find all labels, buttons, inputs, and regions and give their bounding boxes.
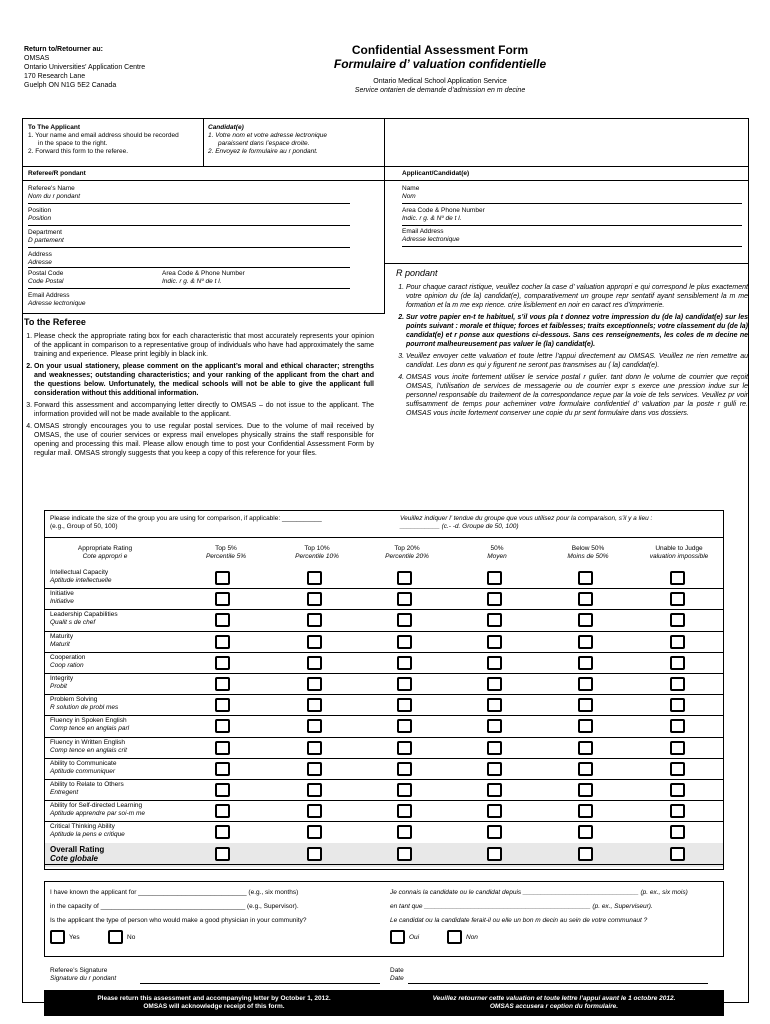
rating-checkbox[interactable] [487, 804, 502, 818]
rating-checkbox[interactable] [215, 677, 230, 691]
row-divider [44, 631, 724, 632]
rating-checkbox[interactable] [670, 762, 685, 776]
applicant-email-label: Email Address Adresse lectronique [402, 228, 460, 243]
referee-address-label: Address Adresse [28, 251, 52, 266]
row-divider [44, 609, 724, 610]
row-divider [44, 779, 724, 780]
rating-checkbox[interactable] [215, 592, 230, 606]
rating-checkbox[interactable] [397, 613, 412, 627]
rating-checkbox[interactable] [578, 847, 593, 861]
rating-checkbox[interactable] [578, 783, 593, 797]
rating-checkbox[interactable] [397, 656, 412, 670]
non-label: Non [466, 934, 478, 941]
rating-row-label: Integrity Probit [50, 675, 74, 690]
referee-name-field[interactable] [28, 203, 350, 204]
rating-checkbox[interactable] [578, 656, 593, 670]
rating-checkbox[interactable] [215, 571, 230, 585]
candidat-heading: Candidat(e) [208, 124, 244, 131]
rating-checkbox[interactable] [397, 825, 412, 839]
capacity-fr: en tant que ______________________________________________ (p. ex., Superviseur). [390, 903, 653, 910]
to-referee-heading: To the Referee [24, 317, 86, 327]
non-checkbox[interactable] [447, 930, 462, 944]
rating-checkbox[interactable] [397, 804, 412, 818]
row-divider [44, 715, 724, 716]
applicant-phone-label: Area Code & Phone Number Indic. r g. & Nº de t l. [402, 207, 485, 222]
rating-checkbox[interactable] [397, 635, 412, 649]
divider [384, 180, 749, 181]
to-referee-section [24, 317, 374, 461]
rating-checkbox[interactable] [670, 613, 685, 627]
service-fr: Service ontarien de demande d’admission en m decine [354, 87, 526, 94]
rating-checkbox[interactable] [397, 571, 412, 585]
rating-row-label: Fluency in Spoken English Comp tence en anglais parl [50, 717, 130, 733]
rating-checkbox[interactable] [578, 804, 593, 818]
col-header-top20: Top 20% Percentile 20% [385, 545, 429, 560]
footer-en: Please return this assessment and accompanying letter by October 1, 2012. OMSAS will acknowledge receipt of this form. [97, 995, 331, 1010]
rating-checkbox[interactable] [670, 677, 685, 691]
oui-label: Oui [409, 934, 420, 941]
col-header-below50: Below 50% Moins de 50% [567, 545, 609, 560]
rating-checkbox[interactable] [487, 656, 502, 670]
row-divider [44, 864, 724, 865]
col-header-unable: Unable to Judge valuation impossible [649, 545, 709, 560]
instruction-text: in the space to the right. [38, 140, 108, 147]
divider [22, 180, 384, 181]
rating-checkbox[interactable] [397, 847, 412, 861]
rating-row-label: Leadership Capabilities Qualit s de chef [50, 611, 118, 627]
applicant-heading: Applicant/Candidat(e) [402, 170, 470, 177]
rating-checkbox[interactable] [487, 613, 502, 627]
date-label: Date Date [390, 967, 404, 982]
rating-checkbox[interactable] [670, 804, 685, 818]
rating-checkbox[interactable] [487, 592, 502, 606]
divider [44, 537, 724, 538]
referee-department-field[interactable] [28, 247, 350, 248]
repondant-instruction: 1. Pour chaque caract ristique, veuillez cocher la case d’ valuation appropri e qui correspond le plus exactement votre opinion du (de la) candidat(e), comparativement un groupe repr sentatif ayant sensiblement la m me formation et la m me exp rience. crire lisiblement en noir en caract res d’imprimerie. [406, 283, 748, 310]
rating-checkbox[interactable] [307, 825, 322, 839]
repondant-section [396, 268, 748, 421]
rating-checkbox[interactable] [215, 635, 230, 649]
applicant-instructions [28, 124, 208, 156]
rating-checkbox[interactable] [307, 847, 322, 861]
rating-checkbox[interactable] [215, 847, 230, 861]
rating-checkbox[interactable] [487, 571, 502, 585]
referee-heading: Referee/R pondant [28, 170, 86, 177]
rating-checkbox[interactable] [670, 847, 685, 861]
rating-table [44, 510, 724, 870]
row-divider [44, 737, 724, 738]
known-fr: Je connais la candidate ou le candidat depuis ________________________________ (p. ex., six mois) [390, 889, 688, 896]
row-divider [44, 694, 724, 695]
rating-checkbox[interactable] [670, 741, 685, 755]
yes-label: Yes [69, 934, 80, 941]
rating-checkbox[interactable] [215, 804, 230, 818]
rating-checkbox[interactable] [578, 698, 593, 712]
repondant-instruction: 4. OMSAS vous incite fortement utiliser le service postal r gulier. tant donn le volume de courrier que reçoit OMSAS, l’utilisation de services de messagerie ou de courrier expr s exerce une pression indue sur le personnel responsable du traitement de la correspondance reçue par la voie de tels services. Veuillez pr voir suffisamment de temps pour acheminer votre formulaire confidentiel d’ valuation par la poste r gulli re. OMSAS vous incite fortement conserver une copie du pr sent formulaire dans vos dossiers. [406, 373, 748, 418]
rating-checkbox[interactable] [578, 677, 593, 691]
rating-checkbox[interactable] [307, 656, 322, 670]
footer-bar [44, 990, 724, 1016]
instruction-text: 2. Envoyez le formulaire au r pondant. [208, 148, 318, 155]
rating-checkbox[interactable] [487, 677, 502, 691]
rating-checkbox[interactable] [578, 762, 593, 776]
rating-checkbox[interactable] [307, 698, 322, 712]
repondant-heading: R pondant [396, 268, 438, 278]
yes-checkbox[interactable] [50, 930, 65, 944]
referee-instruction: 2. On your usual stationery, please comment on the applicant’s moral and ethical character; strengths and weaknesses; outstanding characteristics; and your ranking of the applicant from the chart and the questions below. Unfortunately, the medical schools will not be able to give the applicant full consideration without this additional information. [34, 362, 374, 398]
rating-checkbox[interactable] [487, 741, 502, 755]
rating-row-label: Overall Rating Cote globale [50, 844, 105, 863]
referee-position-field[interactable] [28, 225, 350, 226]
referee-postal-label: Postal Code Code Postal [28, 270, 64, 285]
col-header-top10: Top 10% Percentile 10% [295, 545, 339, 560]
repondant-instruction: 3. Veuillez envoyer cette valuation et toute lettre l’appui directement au OMSAS. Veuillez ne rien remettre au candidat. Les donn es qui y figurent ne seront pas transmises au ( la) candidat(e). [406, 352, 748, 370]
rating-checkbox[interactable] [578, 741, 593, 755]
rating-checkbox[interactable] [215, 825, 230, 839]
rating-checkbox[interactable] [487, 719, 502, 733]
row-divider [44, 821, 724, 822]
rating-checkbox[interactable] [397, 783, 412, 797]
capacity-en: in the capacity of ________________________________________ (e.g., Supervisor). [50, 903, 299, 910]
rating-checkbox[interactable] [670, 635, 685, 649]
rating-checkbox[interactable] [397, 741, 412, 755]
service-en: Ontario Medical School Application Service [373, 78, 507, 85]
applicant-name-field[interactable] [402, 203, 742, 204]
rating-row-label: Critical Thinking Ability Aptitude la pens e critique [50, 823, 125, 839]
return-line: Ontario Universities' Application Centre [24, 64, 146, 71]
rating-checkbox[interactable] [670, 592, 685, 606]
known-en: I have known the applicant for ______________________________ (e.g., six months) [50, 889, 299, 896]
rating-checkbox[interactable] [578, 571, 593, 585]
rating-row-label: Cooperation Coop ration [50, 653, 86, 669]
footer-fr: Veuillez retourner cette valuation et toute lettre l’appui avant le 1 octobre 2012. OMSAS accusera r ception du formulaire. [432, 995, 676, 1010]
referee-instruction: 4. OMSAS strongly encourages you to use regular postal services. Due to the volume of mail received by OMSAS, the use of courier services or express mail envelopes physically strains the staff responsible for opening and processing this mail. Please allow enough time to post your Confidential Assessment Form by regular mail. OMSAS strongly suggests that you keep a copy of this reference for your files. [34, 422, 374, 458]
rating-checkbox[interactable] [487, 698, 502, 712]
referee-address-field[interactable] [28, 267, 350, 268]
referee-instruction: 3. Forward this assessment and accompanying letter directly to OMSAS – do not issue to the applicant. The information provided will not be made available to the applicant. [34, 401, 374, 419]
instruction-text: paraissent dans l’espace droite. [218, 140, 310, 147]
title-fr: Formulaire d’ valuation confidentielle [333, 57, 547, 71]
applicant-heading: To The Applicant [28, 124, 80, 131]
rating-checkbox[interactable] [578, 825, 593, 839]
rating-checkbox[interactable] [487, 762, 502, 776]
signature-field[interactable] [140, 983, 380, 984]
row-divider [44, 800, 724, 801]
rating-checkbox[interactable] [397, 592, 412, 606]
col-header-top5: Top 5% Percentile 5% [205, 545, 247, 560]
rating-checkbox[interactable] [670, 571, 685, 585]
group-size-en: Please indicate the size of the group you are using for comparison, if applicable: ___________ (e.g., Group of 50, 100) [50, 515, 322, 530]
rating-checkbox[interactable] [487, 635, 502, 649]
rating-checkbox[interactable] [307, 571, 322, 585]
rating-checkbox[interactable] [670, 698, 685, 712]
rating-row-label: Problem Solving R solution de probl mes [50, 696, 119, 712]
group-size-fr: Veuillez indiquer l’ tendue du groupe que vous utilisez pour la comparaison, s’il y a lieu : ___________ (c.- -d. Groupe de 50, 100) [400, 515, 653, 530]
rating-row-label: Maturity Maturit [50, 632, 74, 648]
row-divider [44, 673, 724, 674]
physician-fr: Le candidat ou la candidate ferait-il ou elle un bon m decin au sein de votre communaut ? [390, 917, 648, 924]
candidat-instructions [208, 124, 388, 156]
rating-checkbox[interactable] [307, 592, 322, 606]
rating-row-label: Ability to Relate to Others Entregent [50, 781, 124, 796]
rating-checkbox[interactable] [215, 656, 230, 670]
physician-en: Is the applicant the type of person who would make a good physician in your community? [50, 917, 307, 924]
rating-checkbox[interactable] [307, 635, 322, 649]
instruction-text: 1. Your name and email address should be recorded [28, 132, 179, 139]
no-checkbox[interactable] [108, 930, 123, 944]
rating-checkbox[interactable] [215, 613, 230, 627]
col-header-50: 50% Moyen [487, 545, 507, 560]
divider [203, 118, 204, 166]
rating-checkbox[interactable] [670, 656, 685, 670]
applicant-name-label: Name Nom [402, 185, 420, 200]
title-en: Confidential Assessment Form [351, 43, 529, 57]
oui-checkbox[interactable] [390, 930, 405, 944]
applicant-phone-field[interactable] [402, 225, 742, 226]
rating-checkbox[interactable] [215, 762, 230, 776]
rating-checkbox[interactable] [578, 635, 593, 649]
rating-checkbox[interactable] [215, 719, 230, 733]
rating-checkbox[interactable] [307, 783, 322, 797]
return-line: Guelph ON N1G 5E2 Canada [24, 82, 117, 89]
rating-checkbox[interactable] [670, 719, 685, 733]
rating-checkbox[interactable] [307, 677, 322, 691]
rating-checkbox[interactable] [397, 677, 412, 691]
rating-checkbox[interactable] [487, 847, 502, 861]
applicant-email-field[interactable] [402, 246, 742, 247]
divider [384, 263, 749, 264]
rating-checkbox[interactable] [215, 741, 230, 755]
rating-checkbox[interactable] [215, 698, 230, 712]
rating-checkbox[interactable] [578, 613, 593, 627]
return-line: 170 Research Lane [24, 73, 86, 80]
rating-checkbox[interactable] [487, 825, 502, 839]
referee-phone-label: Area Code & Phone Number Indic. r g. & Nº de t l. [162, 270, 245, 285]
date-field[interactable] [408, 983, 708, 984]
referee-position-label: Position Position [28, 207, 52, 222]
referee-name-label: Referee's Name Nom du r pondant [28, 185, 81, 200]
rating-checkbox[interactable] [307, 613, 322, 627]
repondant-instruction: 2. Sur votre papier en-t te habituel, s’il vous pla t donnez votre impression du (de la) candidat(e) sur les points suivant : morale et thique; forces et faiblesses; traits exceptionnels; votre classement du (de la) candidat(e) et r ponse aux questions ci-dessous. Sans ces renseignements, les coles de m decine ne pourront malheureusement pas valuer le (la) candidat(e). [406, 313, 748, 349]
row-divider [44, 652, 724, 653]
rating-checkbox[interactable] [578, 719, 593, 733]
rating-checkbox[interactable] [307, 741, 322, 755]
divider [384, 118, 385, 314]
rating-row-label: Ability for Self-directed Learning Aptitude apprendre par soi-m me [50, 802, 146, 818]
rating-row-label: Ability to Communicate Aptitude communiquer [50, 759, 117, 775]
rating-checkbox[interactable] [397, 698, 412, 712]
rating-row-label: Fluency in Written English Comp tence en anglais crit [50, 738, 127, 754]
referee-email-field[interactable] [22, 313, 384, 314]
rating-row-label: Intellectual Capacity Aptitude intellectuelle [50, 569, 112, 584]
return-line: OMSAS [24, 55, 50, 62]
rating-checkbox[interactable] [670, 783, 685, 797]
rating-checkbox[interactable] [397, 719, 412, 733]
rating-checkbox[interactable] [215, 783, 230, 797]
referee-postal-phone-field[interactable] [28, 288, 350, 289]
row-divider [44, 758, 724, 759]
rating-checkbox[interactable] [307, 762, 322, 776]
instruction-text: 2. Forward this form to the referee. [28, 148, 129, 155]
return-heading: Return to/Retourner au: [24, 46, 103, 53]
referee-email-label: Email Address Adresse lectronique [28, 292, 86, 307]
rating-checkbox[interactable] [307, 804, 322, 818]
rating-row-label: Initiative Initiative [50, 590, 74, 606]
col-header-rating: Appropriate Rating Cote appropri e [77, 545, 133, 560]
referee-instruction: 1. Please check the appropriate rating box for each characteristic that most accurately represents your opinion of the applicant in comparison to a representative group of individuals who have had approximately the same training and experience. Please print legibly in black ink. [34, 332, 374, 359]
signature-label: Referee’s Signature Signature du r pondant [50, 967, 117, 982]
return-address [24, 45, 214, 90]
rating-checkbox[interactable] [578, 592, 593, 606]
referee-department-label: Department D partement [28, 229, 64, 244]
rating-checkbox[interactable] [670, 825, 685, 839]
row-divider [44, 588, 724, 589]
instruction-text: 1. Votre nom et votre adresse lectronique [208, 132, 327, 139]
form-header [230, 43, 650, 95]
divider [22, 166, 749, 167]
no-label: No [127, 934, 136, 941]
rating-checkbox[interactable] [307, 719, 322, 733]
rating-checkbox[interactable] [487, 783, 502, 797]
rating-checkbox[interactable] [397, 762, 412, 776]
